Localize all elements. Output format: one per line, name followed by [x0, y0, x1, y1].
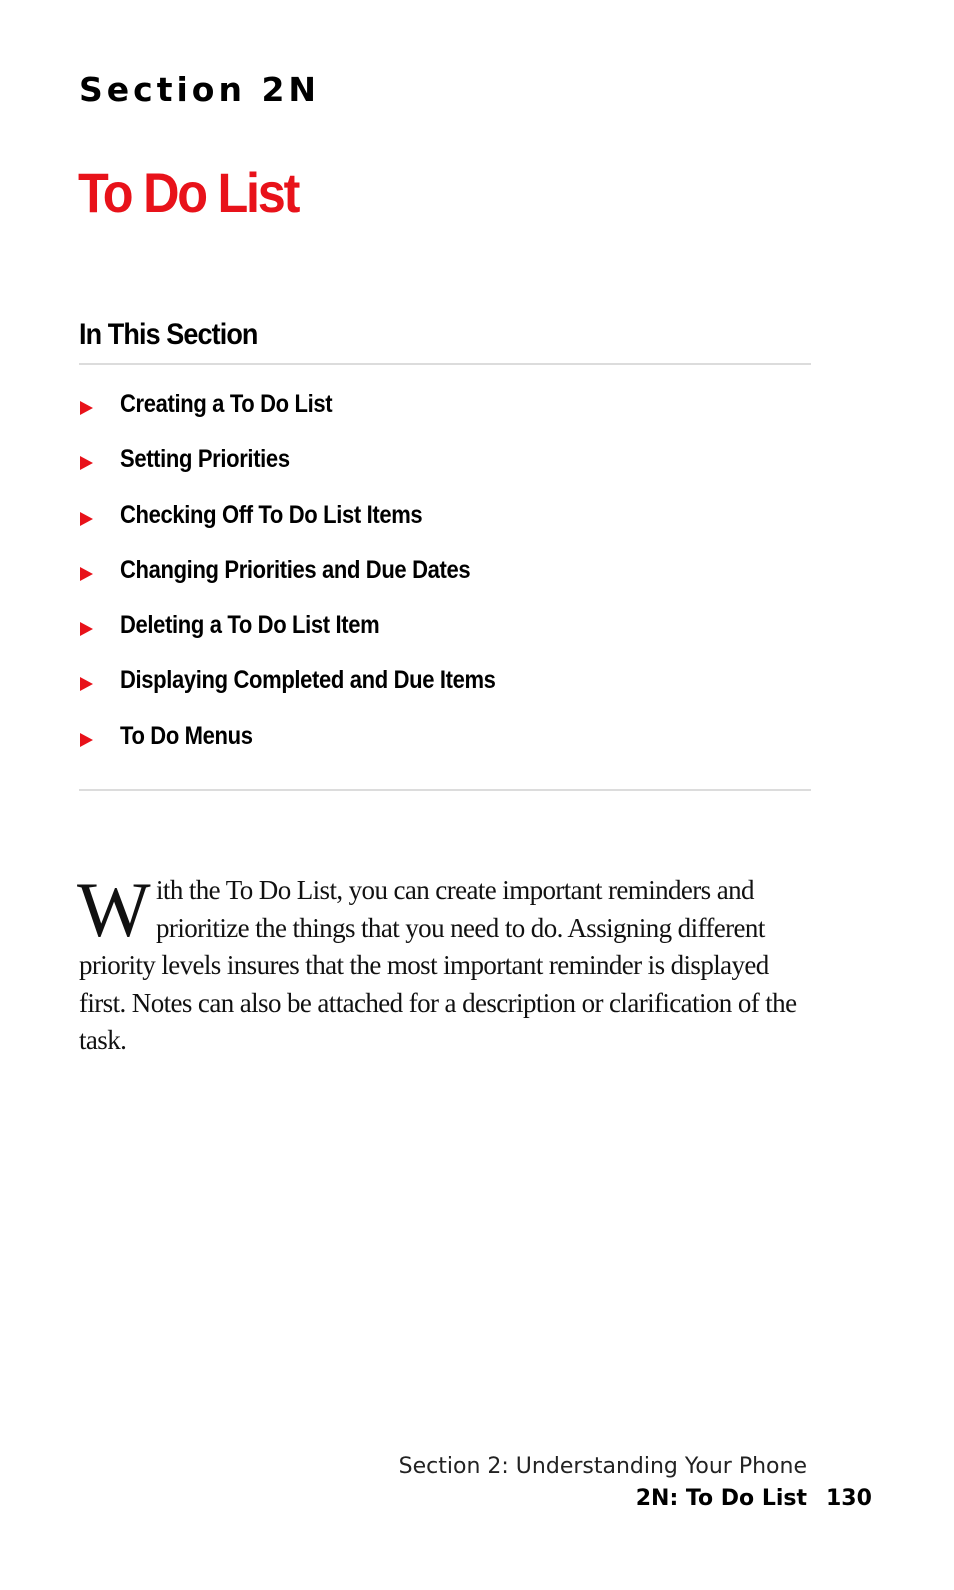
toc-item-label: Checking Off To Do List Items	[120, 500, 423, 529]
toc-item-setting-priorities[interactable]	[79, 435, 811, 490]
right-triangle-icon	[80, 622, 93, 636]
toc-item-label: Creating a To Do List	[120, 390, 333, 418]
toc-item-deleting[interactable]	[79, 601, 811, 656]
drop-cap: W	[77, 866, 151, 953]
toc-item-label: Changing Priorities and Due Dates	[120, 555, 471, 584]
section-contents-list	[79, 380, 811, 767]
toc-item-label: Displaying Completed and Due Items	[120, 666, 496, 695]
in-this-section-heading: In This Section	[79, 318, 258, 351]
toc-item-label: Deleting a To Do List Item	[120, 611, 380, 640]
right-triangle-icon	[80, 567, 93, 581]
toc-item-label: To Do Menus	[120, 721, 253, 750]
page-number: 130	[826, 1486, 872, 1511]
right-triangle-icon	[80, 401, 93, 415]
page-title: To Do List	[78, 161, 299, 224]
footer-section-title: Section 2: Understanding Your Phone	[398, 1454, 807, 1479]
toc-item-changing-priorities[interactable]	[79, 546, 811, 601]
toc-item-creating[interactable]	[79, 380, 811, 435]
toc-item-label: Setting Priorities	[120, 445, 290, 474]
toc-item-checking-off[interactable]	[79, 491, 811, 546]
top-divider	[79, 363, 811, 365]
right-triangle-icon	[80, 733, 93, 747]
intro-text: ith the To Do List, you can create important reminders and prioritize the things that you need to do. Assigning different priority levels insures that the most important reminder is displayed first. Notes can also be attached for a description or clarification of the task.	[79, 875, 797, 1055]
toc-item-menus[interactable]	[79, 712, 811, 767]
intro-paragraph	[77, 866, 811, 1060]
section-label: Section 2N	[79, 70, 321, 109]
right-triangle-icon	[80, 512, 93, 526]
right-triangle-icon	[80, 677, 93, 691]
footer-chapter-title: 2N: To Do List	[635, 1486, 807, 1511]
bottom-divider	[79, 789, 811, 791]
toc-item-displaying[interactable]	[79, 656, 811, 711]
right-triangle-icon	[80, 456, 93, 470]
